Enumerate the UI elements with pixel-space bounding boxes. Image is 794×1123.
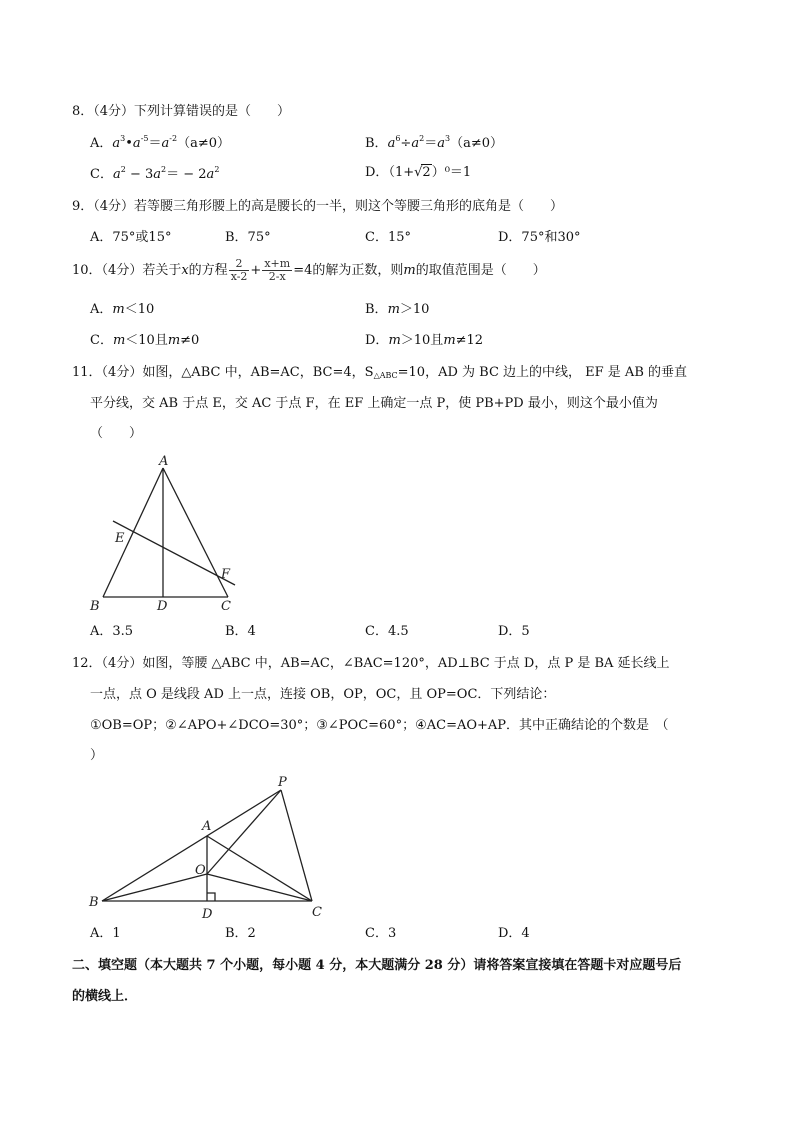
q8-option-d: D．（1+√2）⁰＝1 <box>365 165 472 180</box>
q10-stem: 10．（4分）若关于x的方程 $\frac{2}{x-2}$ + $\frac{x+m}{2-x}$ =4的解为正数，则m的取值范围是（ ） <box>72 257 546 283</box>
q11-label-e: E <box>115 531 125 546</box>
q11-figure <box>85 448 255 618</box>
q12-segment-op <box>207 790 281 874</box>
q12-option-c: C．3 <box>365 926 397 941</box>
q12-segment-oc <box>207 874 312 901</box>
q12-figure <box>85 770 330 920</box>
q11-segment-ab <box>103 468 163 597</box>
q12-stem-line2: 一点，点 O 是线段 AD 上一点，连接 OB，OP，OC，且 OP=OC．下列结论： <box>90 687 556 702</box>
q12-label-b: B <box>89 895 99 910</box>
q9-option-c: C．15° <box>365 230 411 245</box>
q11-label-f: F <box>221 567 231 582</box>
q12-option-a: A．1 <box>90 926 121 941</box>
q12-label-p: P <box>278 775 287 790</box>
q12-option-b: B．2 <box>225 926 256 941</box>
q9-option-a: A．75°或15° <box>90 230 172 245</box>
q12-stem-line4: ） <box>90 748 104 763</box>
section2-heading-line2: 的横线上． <box>72 989 138 1004</box>
q11-option-d: D．5 <box>498 624 530 639</box>
q12-label-a: A <box>202 819 212 834</box>
q11-label-b: B <box>90 599 100 614</box>
q11-label-a: A <box>159 454 169 469</box>
q11-stem-line1: 11．（4分）如图，△ABC 中，AB=AC，BC=4，$S_{\triangle ABC}=10$，AD 为 BC 边上的中线， EF 是 AB 的垂直 <box>72 365 688 380</box>
q10-option-c: C．m＜10且m≠0 <box>90 333 200 348</box>
q10-option-b: B．m＞10 <box>365 302 430 317</box>
q12-label-o: O <box>195 863 206 878</box>
q10-fraction-1: $\frac{2}{x-2}$ <box>230 257 248 283</box>
q9-option-b: B．75° <box>225 230 271 245</box>
q11-stem-line2: 平分线，交 AB 于点 E，交 AC 于点 F，在 EF 上确定一点 P，使 PB+PD 最小，则这个最小值为 <box>90 396 658 411</box>
q11-option-c: C．4.5 <box>365 624 409 639</box>
q11-line-ef <box>113 521 235 585</box>
q8-stem: 8．（4分）下列计算错误的是（ ） <box>72 104 291 119</box>
q12-right-angle-mark <box>207 893 215 901</box>
q12-option-d: D．4 <box>498 926 530 941</box>
q8-option-c: C．$a^2 - 3a^2= - 2a^2$ <box>90 165 220 182</box>
q12-segment-ob <box>102 874 207 901</box>
section2-heading-line1: 二、填空题（本大题共 7 个小题，每小题 4 分，本大题满分 28 分）请将答案宣接填在答题卡对应题号后 <box>72 958 682 973</box>
q8-option-a: A．$a^3•a^{-5}=a^{-2}(a\ne 0)$ <box>90 134 230 151</box>
q12-label-c: C <box>312 905 322 920</box>
q12-stem-line3: ①OB=OP；②∠APO+∠DCO=30°；③∠POC=60°；④AC=AO+AP．其中正确结论的个数是 （ <box>90 718 669 733</box>
q11-segment-ac <box>163 468 228 597</box>
q8-option-b: B．$a^6\div a^2=a^3(a\ne 0)$ <box>365 134 503 151</box>
q12-label-d: D <box>202 907 213 920</box>
q12-stem-line1: 12．（4分）如图，等腰 △ABC 中，AB=AC，∠BAC=120°，AD⊥BC 于点 D，点 P 是 BA 延长线上 <box>72 656 670 671</box>
q9-stem: 9．（4分）若等腰三角形腰上的高是腰长的一半，则这个等腰三角形的底角是（ ） <box>72 199 564 214</box>
q10-option-a: A．m＜10 <box>90 302 155 317</box>
q11-option-b: B．4 <box>225 624 256 639</box>
q10-option-d: D．m＞10且m≠12 <box>365 333 484 348</box>
q9-option-d: D．75°和30° <box>498 230 581 245</box>
q11-stem-line3: （ ） <box>90 426 143 441</box>
q11-option-a: A．3.5 <box>90 624 134 639</box>
q12-line-bp <box>102 790 281 901</box>
q11-label-d: D <box>157 599 168 614</box>
q11-label-c: C <box>221 599 231 614</box>
q10-fraction-2: $\frac{x+m}{2-x}$ <box>264 257 291 283</box>
